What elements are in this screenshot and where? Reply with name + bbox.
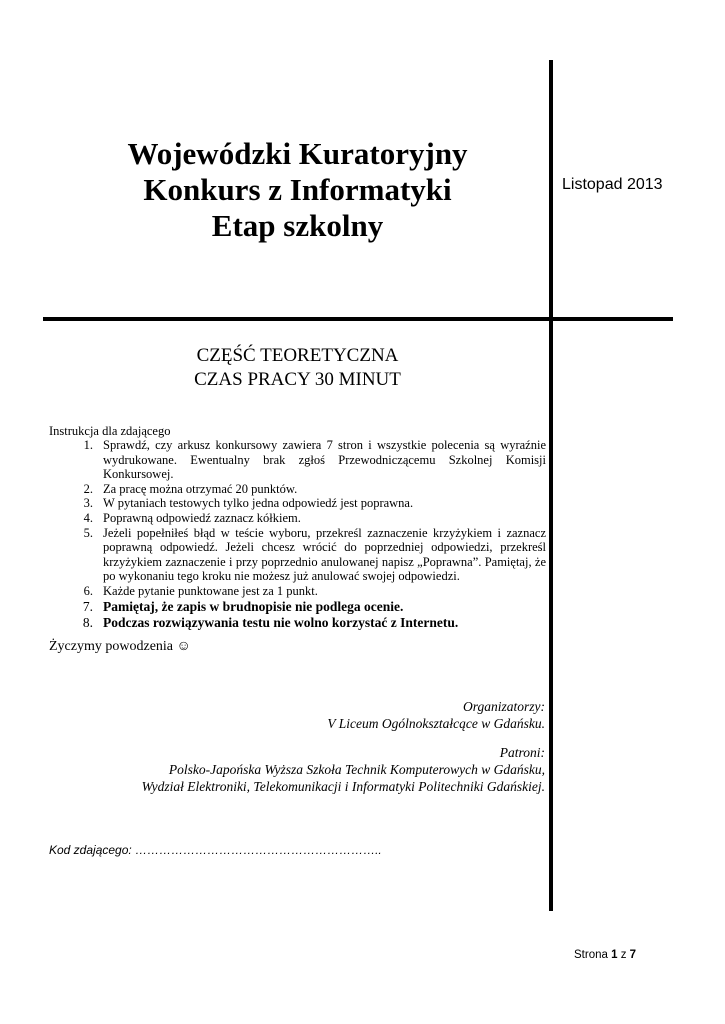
instructions-title: Instrukcja dla zdającego [49,424,171,438]
instruction-item [49,482,546,497]
part-heading [40,344,555,392]
instruction-item [49,584,546,599]
patrons-label: Patroni: [499,745,545,760]
page-separator: z [620,949,627,961]
instruction-number: 6. [83,583,93,598]
instruction-number: 2. [83,481,93,496]
time-limit: CZAS PRACY 30 MINUT [194,369,401,390]
instruction-item [49,615,546,631]
good-luck-message: Życzymy powodzenia ☺ [49,639,191,654]
instruction-text: Sprawdź, czy arkusz konkursowy zawiera 7 stron i wszystkie polecenia są wyraźnie wydrukowane. Ewentualny brak zgłoś Przewodniczącemu Szkolnej Komisji Konkursowej. [103,438,546,482]
instruction-item [49,511,546,526]
instruction-number: 5. [83,525,93,540]
title-line-2: Konkurs z Informatyki [143,172,452,207]
patrons-line-2: Wydział Elektroniki, Telekomunikacji i Informatyki Politechniki Gdańskiej. [141,779,545,794]
patrons-line-1: Polsko-Japońska Wyższa Szkoła Technik Komputerowych w Gdańsku, [168,762,545,777]
instruction-text: Każde pytanie punktowane jest za 1 punkt. [103,583,318,598]
instruction-text: Jeżeli popełniłeś błąd w teście wyboru, przekreśl zaznaczenie krzyżykiem i zaznacz poprawną odpowiedź. Jeżeli chcesz wrócić do poprzedniej odpowiedzi, przekreśl krzyżykiem zaznaczenie i przy poprzednio anulowanej napisz „Poprawna”. Pamiętaj, że po wykonaniu tego kroku nie możesz już anulować swojej odpowiedzi. [103,525,546,584]
page-label: Strona [574,949,608,961]
instruction-text: Pamiętaj, że zapis w brudnopisie nie podlega ocenie. [103,598,404,614]
page-total: 7 [629,949,637,961]
part-name: CZĘŚĆ TEORETYCZNA [196,345,399,366]
instruction-text: Za pracę można otrzymać 20 punktów. [103,481,298,496]
page-title [40,136,555,244]
instruction-number: 3. [83,496,93,511]
organizers-name: V Liceum Ogólnokształcące w Gdańsku. [327,716,545,731]
instruction-text: Podczas rozwiązywania testu nie wolno korzystać z Internetu. [103,614,459,630]
page-current: 1 [611,949,618,961]
instruction-text: Poprawną odpowiedź zaznacz kółkiem. [103,510,301,525]
instruction-number: 4. [83,510,93,525]
instruction-number: 8. [82,614,93,630]
instruction-item [49,496,546,511]
date-label: Listopad 2013 [562,176,663,193]
organizers-label: Organizatorzy: [462,699,545,714]
instruction-item [49,526,546,584]
title-line-3: Etap szkolny [211,208,384,243]
page-number [574,949,636,961]
instruction-item [49,438,546,482]
instruction-number: 7. [82,598,93,614]
instructions-list [49,438,546,631]
participant-code-field: Kod zdającego: …………………………………………………….. [49,843,382,857]
instruction-text: W pytaniach testowych tylko jedna odpowiedź jest poprawna. [103,496,414,511]
instruction-item [49,599,546,615]
horizontal-divider [43,317,673,321]
title-line-1: Wojewódzki Kuratoryjny [127,136,468,171]
instruction-number: 1. [83,438,93,452]
